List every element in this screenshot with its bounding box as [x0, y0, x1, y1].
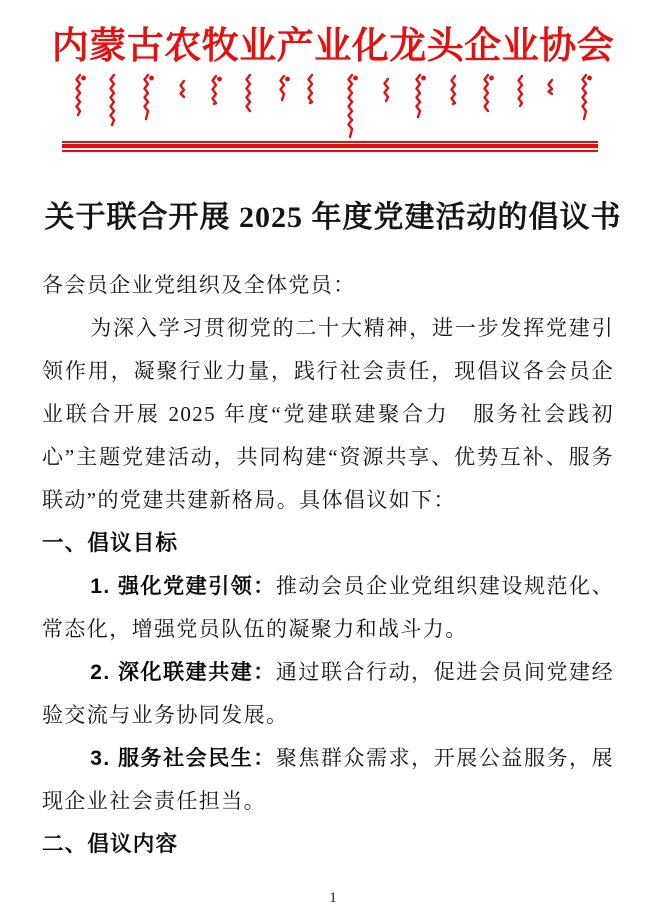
section-heading-content: 二、倡议内容	[42, 832, 179, 857]
section-heading-goals: 一、倡议目标	[42, 531, 179, 556]
rule-stripe	[62, 150, 598, 152]
letterhead	[0, 0, 666, 152]
letterhead-separator-rule	[62, 141, 598, 152]
proposal-item	[42, 737, 614, 823]
item-text: 通过联合行动，促进会员间党建经验交流与业务协同发展。	[42, 660, 615, 728]
item-label: 2. 深化联建共建：	[90, 661, 276, 685]
intro-paragraph: 为深入学习贯彻党的二十大精神，进一步发挥党建引领作用，凝聚行业力量，践行社会责任，现倡议各会员企业联合开展 2025 年度“党建联建聚合力 服务社会践初心”主题党建活动，共同构建“资源共享、优势互补、服务联动”的党建共建新格局。具体倡议如下：	[42, 316, 614, 513]
item-label: 1. 强化党建引领：	[90, 575, 276, 599]
document-title: 关于联合开展 2025 年度党建活动的倡议书	[44, 200, 622, 234]
document-body	[42, 264, 614, 866]
item-label: 3. 服务社会民生：	[90, 747, 276, 771]
proposal-item	[42, 651, 614, 737]
proposal-item	[42, 565, 614, 651]
mongolian-script-banner	[0, 73, 666, 139]
item-text: 聚焦群众需求，开展公益服务，展现企业社会责任担当。	[42, 746, 615, 814]
salutation-line: 各会员企业党组织及全体党员：	[42, 273, 356, 298]
association-name: 内蒙古农牧业产业化龙头企业协会	[51, 26, 615, 67]
page-number: 1	[329, 890, 337, 906]
item-text: 推动会员企业党组织建设规范化、常态化，增强党员队伍的凝聚力和战斗力。	[42, 574, 615, 642]
